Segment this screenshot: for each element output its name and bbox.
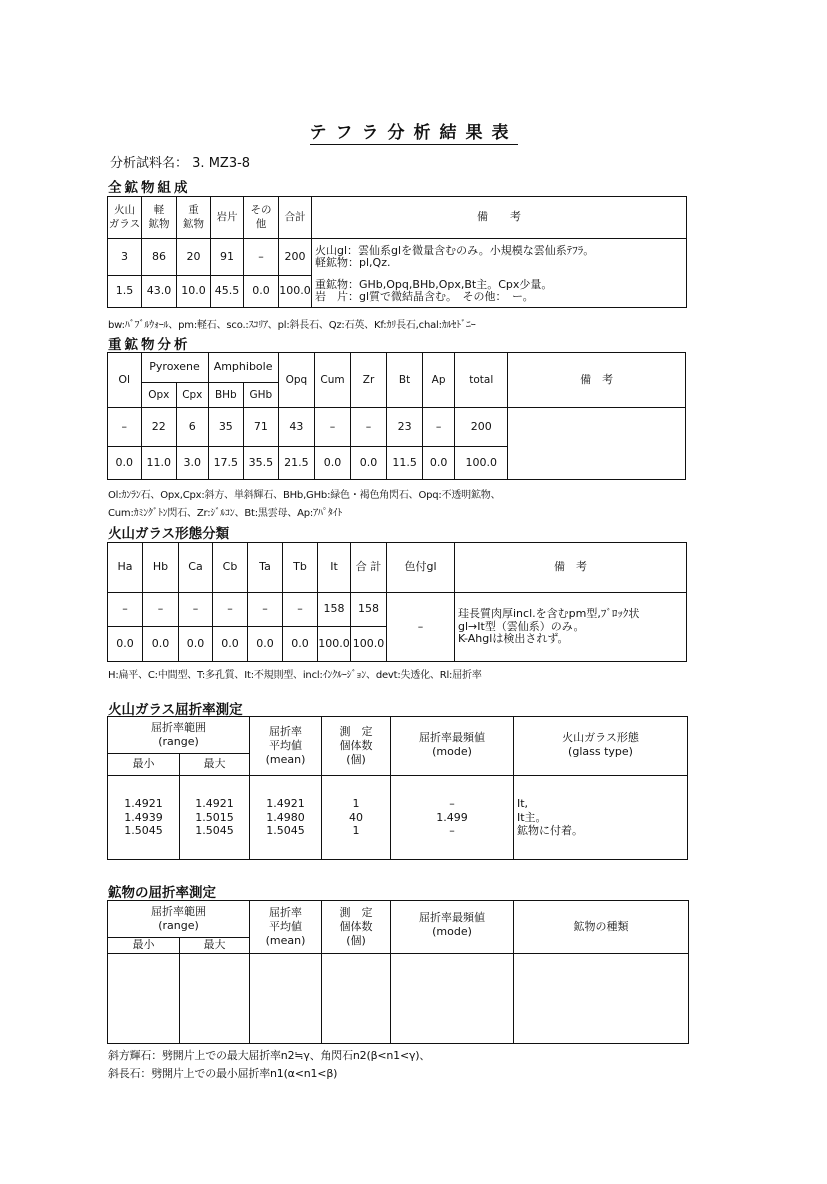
mineral-ri-h-count xyxy=(322,901,391,954)
glass-ri-max-col xyxy=(180,776,250,860)
glass-ri-h-mean-1: 屈折率 xyxy=(269,725,302,739)
heavy-count-cum: – xyxy=(315,408,351,447)
glass-ri-count-3: 1 xyxy=(352,824,360,838)
heavy-count-bhb: 35 xyxy=(208,408,244,447)
mineral-ri-min-cell xyxy=(108,954,180,1044)
mineral-ri-h-count-2: 個体数 xyxy=(339,920,373,934)
whole-pct-glass: 1.5 xyxy=(108,276,142,308)
glass-h-cb: Cb xyxy=(213,543,248,593)
whole-h-glass: 火山 ガラス xyxy=(108,197,142,239)
heavy-pct-opq: 21.5 xyxy=(278,447,315,480)
heavy-pct-cpx: 3.0 xyxy=(177,447,208,480)
mineral-ri-h-max: 最大 xyxy=(180,938,250,954)
glass-count-ta: – xyxy=(248,593,283,627)
mineral-ri-h-range xyxy=(108,901,250,938)
glass-pct-cb: 0.0 xyxy=(213,627,248,662)
mineral-ri-mean-cell xyxy=(250,954,322,1044)
sample-name: 分析試料名： 3. MZ3-8 xyxy=(110,156,251,171)
glass-h-total: 合 計 xyxy=(351,543,387,593)
glass-ri-max-2: 1.5015 xyxy=(195,810,234,824)
glass-ri-h-min: 最小 xyxy=(108,754,180,776)
glass-h-remarks: 備 考 xyxy=(455,543,687,593)
glass-ri-h-type-1: 火山ガラス形態 xyxy=(562,731,639,744)
glass-ri-type-2: It主。 xyxy=(517,810,547,824)
glass-ri-h-range-jp: 屈折率範囲 xyxy=(151,721,206,735)
glass-ri-count-2: 40 xyxy=(349,810,363,824)
glass-ri-h-mean xyxy=(250,717,322,776)
glass-h-ha: Ha xyxy=(108,543,143,593)
mineral-ri-h-range-en: (range) xyxy=(158,919,199,932)
whole-remark-4: 岩 片：gl質で微結晶含む。 その他： ー。 xyxy=(315,290,534,304)
heavy-note-2: Cum:ｶﾐﾝｸﾞﾄﾝ閃石、Zr:ｼﾞﾙｺﾝ、Bt:黒雲母、Ap:ｱﾊﾟﾀｲﾄ xyxy=(108,508,343,519)
glass-count-ca: – xyxy=(179,593,213,627)
glass-ri-h-count xyxy=(322,717,391,776)
heavy-pct-cum: 0.0 xyxy=(315,447,351,480)
heavy-h-cpx: Cpx xyxy=(177,383,208,408)
heavy-heading: 重鉱物分析 xyxy=(108,337,191,353)
heavy-pct-bhb: 17.5 xyxy=(208,447,244,480)
glass-remarks xyxy=(455,593,687,662)
glass-pct-ha: 0.0 xyxy=(108,627,143,662)
glass-ri-type-1: It, xyxy=(517,796,529,810)
glass-count-ha: – xyxy=(108,593,143,627)
whole-table xyxy=(107,196,687,308)
glass-ri-min-col xyxy=(108,776,180,860)
heavy-table xyxy=(107,352,686,480)
glass-ri-h-range xyxy=(108,717,250,754)
glass-count-it: 158 xyxy=(318,593,351,627)
heavy-h-bt: Bt xyxy=(387,353,423,408)
whole-remark-3: 重鉱物：GHb,Opq,BHb,Opx,Bt主。Cpx少量。 xyxy=(315,277,553,291)
glass-ri-h-mode-1: 屈折率最頻値 xyxy=(419,731,485,744)
mineral-ri-h-min: 最小 xyxy=(108,938,180,954)
heavy-note-1: Ol:ｶﾝﾗﾝ石、Opx,Cpx:斜方、単斜輝石、BHb,GHb:緑色・褐色角閃石、Opq:不透明鉱物、 xyxy=(108,490,501,501)
glass-ri-table xyxy=(107,716,688,860)
glass-pct-total: 100.0 xyxy=(351,627,387,662)
glass-h-colored: 色付gl xyxy=(387,543,455,593)
glass-ri-mean-col xyxy=(250,776,322,860)
glass-h-tb: Tb xyxy=(283,543,318,593)
mineral-ri-h-mean-1: 屈折率 xyxy=(269,906,302,920)
glass-ri-mean-1: 1.4921 xyxy=(266,796,305,810)
glass-note: H:扁平、C:中間型、T:多孔質、It:不規則型、incl:ｲﾝｸﾙｰｼﾞｮﾝ、devt:失透化、Rl:屈折率 xyxy=(108,670,482,681)
whole-h-remarks: 備 考 xyxy=(312,197,687,239)
glass-ri-min-3: 1.5045 xyxy=(124,824,163,838)
glass-remark-2: gl→It型（雲仙系）のみ。 xyxy=(458,619,585,633)
heavy-count-ghb: 71 xyxy=(244,408,279,447)
glass-ri-count-col xyxy=(322,776,391,860)
glass-remark-3: K-Ahglは検出されず。 xyxy=(458,632,569,646)
heavy-h-ap: Ap xyxy=(422,353,455,408)
glass-ri-min-2: 1.4939 xyxy=(124,810,163,824)
mineral-ri-h-mode-2: (mode) xyxy=(432,924,472,938)
mineral-ri-h-count-3: (個) xyxy=(346,933,366,947)
heavy-count-opx: 22 xyxy=(141,408,177,447)
mineral-ri-h-mode xyxy=(391,901,514,954)
glass-h-hb: Hb xyxy=(143,543,179,593)
glass-ri-mode-1: – xyxy=(449,796,455,810)
mineral-ri-max-cell xyxy=(180,954,250,1044)
glass-count-hb: – xyxy=(143,593,179,627)
glass-remark-1: 珪長質肉厚incl.を含むpm型,ﾌﾞﾛｯｸ状 xyxy=(458,607,640,621)
whole-note: bw:ﾊﾞﾌﾞﾙｳｫｰﾙ、pm:軽石、sco.:ｽｺﾘｱ、pl:斜長石、Qz:石英、Kf:ｶﾘ長石,chal:ｶﾙｾﾄﾞﾆｰ xyxy=(108,320,476,331)
mineral-ri-count-cell xyxy=(322,954,391,1044)
whole-heading: 全鉱物組成 xyxy=(108,180,191,196)
mineral-ri-h-kind: 鉱物の種類 xyxy=(514,901,689,954)
mineral-ri-mode-cell xyxy=(391,954,514,1044)
heavy-h-cum: Cum xyxy=(315,353,351,408)
glass-ri-h-mean-3: (mean) xyxy=(265,752,306,766)
glass-count-total: 158 xyxy=(351,593,387,627)
glass-ri-h-count-3: (個) xyxy=(346,752,366,766)
whole-h-total: 合計 xyxy=(279,197,312,239)
heavy-h-total: total xyxy=(455,353,508,408)
glass-ri-min-1: 1.4921 xyxy=(124,796,163,810)
whole-pct-rock: 45.5 xyxy=(211,276,244,308)
mineral-ri-heading: 鉱物の屈折率測定 xyxy=(108,885,216,901)
heavy-h-remarks: 備 考 xyxy=(508,353,686,408)
heavy-count-ap: – xyxy=(422,408,455,447)
glass-ri-h-count-2: 個体数 xyxy=(339,739,373,753)
glass-ri-heading: 火山ガラス屈折率測定 xyxy=(108,702,243,718)
glass-ri-count-1: 1 xyxy=(352,796,360,810)
glass-table xyxy=(107,542,687,662)
heavy-h-pyroxene: Pyroxene xyxy=(141,353,208,383)
whole-remark-2: 軽鉱物：pl,Qz. xyxy=(315,256,391,270)
heavy-h-opq: Opq xyxy=(278,353,315,408)
heavy-pct-total: 100.0 xyxy=(455,447,508,480)
glass-ri-h-type-2: (glass type) xyxy=(568,744,633,758)
glass-ri-type-3: 鉱物に付着。 xyxy=(517,824,583,838)
whole-pct-other: 0.0 xyxy=(244,276,279,308)
heavy-pct-zr: 0.0 xyxy=(350,447,387,480)
heavy-h-amphibole: Amphibole xyxy=(208,353,278,383)
glass-ri-h-count-1: 測 定 xyxy=(339,725,373,739)
heavy-pct-bt: 11.5 xyxy=(387,447,423,480)
sample-label: 分析試料名 xyxy=(110,156,176,171)
glass-ri-h-max: 最大 xyxy=(180,754,250,776)
glass-ri-mean-3: 1.5045 xyxy=(266,824,305,838)
glass-h-ta: Ta xyxy=(248,543,283,593)
mineral-ri-h-mean-3: (mean) xyxy=(265,933,306,947)
heavy-h-ol: Ol xyxy=(108,353,142,408)
glass-ri-mode-3: – xyxy=(449,824,455,838)
mineral-ri-h-range-jp: 屈折率範囲 xyxy=(151,905,206,919)
heavy-h-opx: Opx xyxy=(141,383,177,408)
heavy-h-bhb: BHb xyxy=(208,383,244,408)
glass-count-cb: – xyxy=(213,593,248,627)
heavy-count-ol: – xyxy=(108,408,142,447)
mineral-ri-note-2: 斜長石：劈開片上での最小屈折率n1(α<n1<β) xyxy=(108,1067,338,1080)
glass-pct-ca: 0.0 xyxy=(179,627,213,662)
heavy-count-opq: 43 xyxy=(278,408,315,447)
whole-h-rock: 岩片 xyxy=(211,197,244,239)
mineral-ri-table xyxy=(107,900,689,1044)
heavy-count-cpx: 6 xyxy=(177,408,208,447)
glass-ri-mode-col xyxy=(391,776,514,860)
whole-count-other: – xyxy=(244,239,279,276)
glass-colored: – xyxy=(387,593,455,662)
glass-pct-ta: 0.0 xyxy=(248,627,283,662)
glass-h-it: It xyxy=(318,543,351,593)
heavy-pct-ol: 0.0 xyxy=(108,447,142,480)
glass-ri-max-3: 1.5045 xyxy=(195,824,234,838)
heavy-pct-ap: 0.0 xyxy=(422,447,455,480)
glass-ri-h-type xyxy=(514,717,688,776)
whole-remarks-top xyxy=(312,239,687,276)
heavy-pct-opx: 11.0 xyxy=(141,447,177,480)
heavy-h-zr: Zr xyxy=(350,353,387,408)
glass-count-tb: – xyxy=(283,593,318,627)
whole-count-glass: 3 xyxy=(108,239,142,276)
glass-pct-hb: 0.0 xyxy=(143,627,179,662)
glass-ri-mode-2: 1.499 xyxy=(436,810,468,824)
heavy-h-ghb: GHb xyxy=(244,383,279,408)
heavy-count-zr: – xyxy=(350,408,387,447)
whole-remarks-bottom xyxy=(312,276,687,308)
whole-count-heavy: 20 xyxy=(177,239,211,276)
mineral-ri-h-count-1: 測 定 xyxy=(339,906,373,920)
whole-pct-light: 43.0 xyxy=(142,276,177,308)
whole-remark-1: 火山gl：雲仙系glを微量含むのみ。小規模な雲仙系ﾃﾌﾗ。 xyxy=(315,243,595,257)
glass-pct-tb: 0.0 xyxy=(283,627,318,662)
whole-pct-heavy: 10.0 xyxy=(177,276,211,308)
glass-heading: 火山ガラス形態分類 xyxy=(108,526,230,542)
mineral-ri-note-1: 斜方輝石：劈開片上での最大屈折率n2≒γ、角閃石n2(β<n1<γ)、 xyxy=(108,1049,431,1062)
glass-ri-h-mode-2: (mode) xyxy=(432,744,472,758)
glass-ri-h-range-en: (range) xyxy=(158,735,199,748)
whole-count-light: 86 xyxy=(142,239,177,276)
heavy-count-bt: 23 xyxy=(387,408,423,447)
glass-h-ca: Ca xyxy=(179,543,213,593)
heavy-pct-ghb: 35.5 xyxy=(244,447,279,480)
whole-h-other: その 他 xyxy=(244,197,279,239)
mineral-ri-h-mode-1: 屈折率最頻値 xyxy=(419,911,485,924)
whole-h-heavy: 重 鉱物 xyxy=(177,197,211,239)
glass-ri-h-mode xyxy=(391,717,514,776)
glass-ri-type-col xyxy=(514,776,688,860)
heavy-count-total: 200 xyxy=(455,408,508,447)
glass-ri-mean-2: 1.4980 xyxy=(266,810,305,824)
mineral-ri-h-mean-2: 平均値 xyxy=(269,920,302,934)
whole-count-total: 200 xyxy=(279,239,312,276)
mineral-ri-h-mean xyxy=(250,901,322,954)
whole-count-rock: 91 xyxy=(211,239,244,276)
whole-h-light: 軽 鉱物 xyxy=(142,197,177,239)
whole-pct-total: 100.0 xyxy=(279,276,312,308)
glass-ri-max-1: 1.4921 xyxy=(195,796,234,810)
mineral-ri-kind-cell xyxy=(514,954,689,1044)
sample-value: 3. MZ3-8 xyxy=(192,156,251,171)
glass-pct-it: 100.0 xyxy=(318,627,351,662)
heavy-remarks xyxy=(508,408,686,480)
glass-ri-h-mean-2: 平均値 xyxy=(269,739,302,753)
page-title: テフラ分析結果表 xyxy=(309,123,518,143)
